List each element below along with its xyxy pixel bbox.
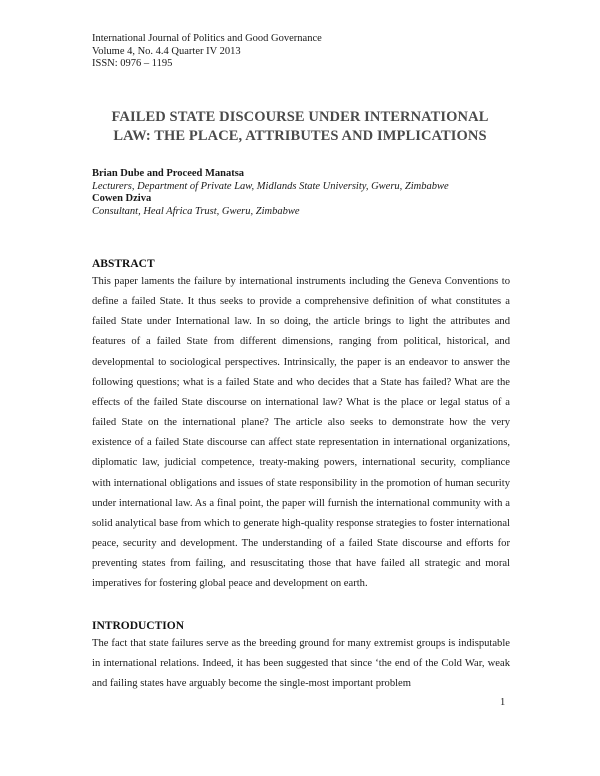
page-number: 1 — [500, 697, 506, 708]
author-block — [92, 168, 449, 218]
introduction-heading: INTRODUCTION — [92, 620, 185, 632]
introduction-text: The fact that state failures serve as the breeding ground for many extremist groups is indisputable in international relations. Indeed, it has been suggested that since ‘the end of the Cold War, weak and failing states have arguably become the single-most important problem — [92, 638, 510, 690]
journal-header — [92, 33, 322, 71]
abstract-text: This paper laments the failure by international instruments including the Geneva Conventions to define a failed State. It thus seeks to provide a comprehensive definition of what constitutes a failed State under International law. In so doing, the article brings to light the attributes and features of a failed State from different dimensions, ranging from political, historical, and developmental to sociological perspectives. Intrinsically, the paper is an endeavor to answer the following questions; what is a failed State and who decides that a State has failed? What are the effects of the failed State discourse on international law? What is the place or legal status of a failed State on the international plane? The article also seeks to demonstrate how the very existence of a failed State discourse can affect state representation in international organizations, diplomatic law, judicial competence, treaty-making powers, international security, compliance with international obligations and issues of state responsibility in the promotion of human security under international law. As a final point, the paper will furnish the international community with a solid analytical base from which to generate high-quality response strategies to foster international peace, security and development. The understanding of a failed State discourse and efforts for preventing states from failing, and resuscitating those that have failed all strategic and moral imperatives for fostering global peace and development on earth. — [92, 276, 510, 590]
paper-title-line-1: FAILED STATE DISCOURSE UNDER INTERNATIONAL — [111, 109, 489, 125]
journal-name: International Journal of Politics and Good Governance — [92, 33, 322, 44]
author-names-1: Brian Dube and Proceed Manatsa — [92, 168, 245, 179]
abstract-heading: ABSTRACT — [92, 258, 155, 270]
paper-title-line-2: LAW: THE PLACE, ATTRIBUTES AND IMPLICATIONS — [113, 128, 487, 144]
paper-title — [60, 108, 540, 146]
journal-issn: ISSN: 0976 – 1195 — [92, 58, 173, 69]
author-affiliation-2: Consultant, Heal Africa Trust, Gweru, Zimbabwe — [92, 205, 300, 217]
journal-volume: Volume 4, No. 4.4 Quarter IV 2013 — [92, 45, 241, 57]
author-names-2: Cowen Dziva — [92, 193, 152, 204]
author-affiliation-1: Lecturers, Department of Private Law, Midlands State University, Gweru, Zimbabwe — [92, 180, 449, 192]
